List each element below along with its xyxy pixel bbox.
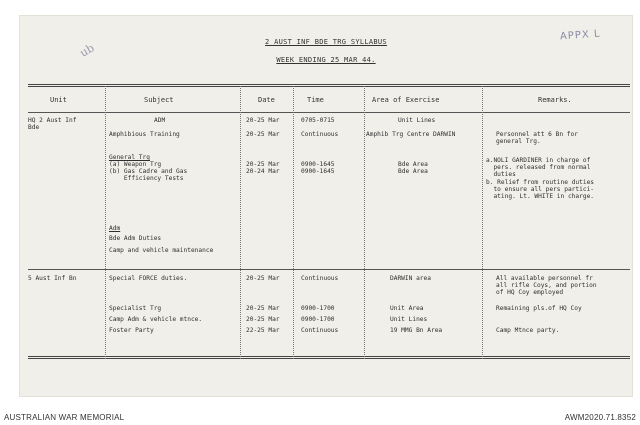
bn-date: 20-25 Mar (246, 316, 280, 323)
header-date: Date (258, 96, 275, 104)
column-separator (105, 86, 106, 359)
hq-unit: HQ 2 Aust Inf Bde (28, 117, 77, 132)
column-separator (293, 86, 294, 359)
hq-time: 0900-1645 (301, 161, 335, 168)
bn-area: DARWIN area (390, 275, 431, 282)
header-subject: Subject (144, 96, 174, 104)
hq-date: 20-25 Mar (246, 161, 280, 168)
document-subtitle: WEEK ENDING 25 MAR 44. (276, 56, 376, 64)
section-rule (28, 269, 630, 270)
bn-date: 22-25 Mar (246, 327, 280, 334)
bn-remark: Camp Mtnce party. (496, 327, 560, 334)
header-time: Time (307, 96, 324, 104)
hq-subject-gas: (b) Gas Cadre and Gas Efficiency Tests (109, 168, 188, 183)
table-bottom-rule (28, 356, 630, 359)
bn-subject: Special FORCE duties. (109, 275, 188, 282)
hq-date: 20-25 Mar (246, 131, 280, 138)
bn-remark: Remaining pls.of HQ Coy (496, 305, 582, 312)
hq-remark: b. Relief from routine duties to ensure all pers partici- ating. Lt. WHITE in charge. (486, 179, 595, 201)
header-remarks: Remarks. (538, 96, 572, 104)
bn-unit: 5 Aust Inf Bn (28, 275, 77, 282)
hq-subject-adm2: Adm (109, 225, 121, 232)
table-top-rule (28, 84, 630, 87)
header-unit: Unit (50, 96, 67, 104)
footer-credit: AUSTRALIAN WAR MEMORIAL (4, 413, 125, 422)
hq-time: Continuous (301, 131, 339, 138)
column-separator (240, 86, 241, 359)
hq-remark: a.NOLI GARDINER in charge of pers. released from normal duties (486, 157, 591, 179)
hq-area: Unit Lines (398, 117, 436, 124)
bn-date: 20-25 Mar (246, 305, 280, 312)
margin-scribble: ub (77, 41, 97, 60)
bn-subject: Camp Adm & vehicle mtnce. (109, 316, 203, 323)
footer-accession: AWM2020.71.8352 (564, 413, 636, 422)
hq-area: Bde Area (398, 168, 428, 175)
hq-subject-general-trg: General Trg (109, 154, 150, 161)
hq-remark: Personnel att 6 Bn for general Trg. (496, 131, 578, 146)
bn-area: 19 MMG Bn Area (390, 327, 443, 334)
header-area: Area of Exercise (372, 96, 440, 104)
header-rule (28, 112, 630, 113)
bn-remark: All available personnel fr all rifle Coys, and portion of HQ Coy employed (496, 275, 597, 297)
hq-subject-amphibious: Amphibious Training (109, 131, 180, 138)
hq-time: 0900-1645 (301, 168, 335, 175)
document-title: 2 AUST INF BDE TRG SYLLABUS (265, 38, 387, 46)
bn-subject: Specialist Trg (109, 305, 162, 312)
hq-subject-adm: ADM (154, 117, 166, 124)
bn-subject: Foster Party (109, 327, 154, 334)
hq-area: Amphib Trg Centre DARWIN (366, 131, 456, 138)
bn-date: 20-25 Mar (246, 275, 280, 282)
bn-time: 0900-1700 (301, 316, 335, 323)
hq-time: 0705-0715 (301, 117, 335, 124)
hq-area: Bde Area (398, 161, 428, 168)
appendix-mark: APPX L (559, 28, 601, 43)
document-sheet (20, 16, 632, 396)
column-separator (482, 86, 483, 359)
hq-date: 20-25 Mar (246, 117, 280, 124)
hq-subject-bde-adm: Bde Adm Duties (109, 235, 162, 242)
bn-area: Unit Area (390, 305, 424, 312)
bn-area: Unit Lines (390, 316, 428, 323)
bn-time: 0900-1700 (301, 305, 335, 312)
bn-time: Continuous (301, 327, 339, 334)
hq-subject-weapon-trg: (a) Weapon Trg (109, 161, 162, 168)
bn-time: Continuous (301, 275, 339, 282)
column-separator (364, 86, 365, 359)
hq-date: 20-24 Mar (246, 168, 280, 175)
hq-subject-camp-maint: Camp and vehicle maintenance (109, 247, 214, 254)
